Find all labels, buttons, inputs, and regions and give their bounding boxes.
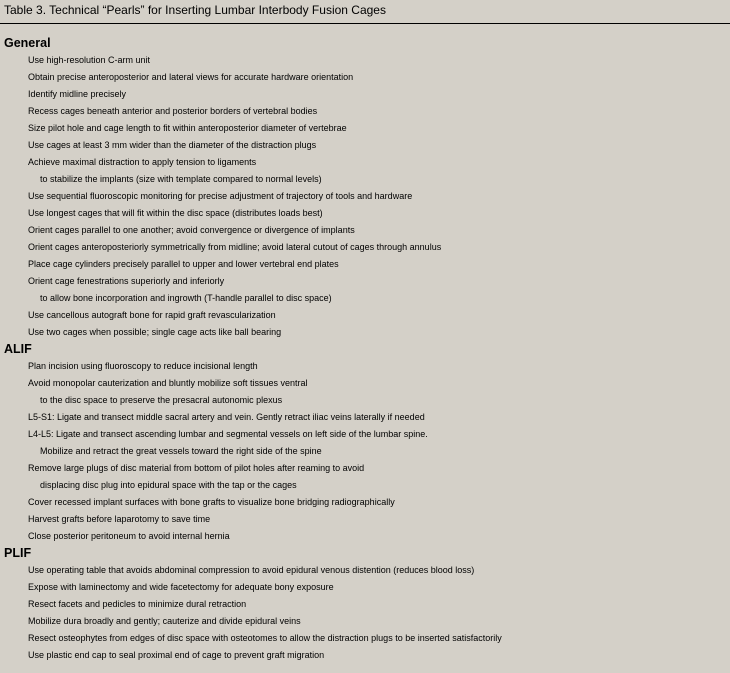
table-row: Use plastic end cap to seal proximal end of cage to prevent graft migration (28, 650, 325, 660)
table-title: Table 3. Technical “Pearls” for Inserting Lumbar Interbody Fusion Cages (4, 3, 386, 17)
table-row-continuation: to the disc space to preserve the presacral autonomic plexus (40, 395, 283, 405)
table-row: Mobilize dura broadly and gently; cauterize and divide epidural veins (28, 616, 301, 626)
section-heading-alif: ALIF (4, 342, 32, 356)
table-row-continuation: to stabilize the implants (size with template compared to normal levels) (40, 174, 322, 184)
table-row: Resect osteophytes from edges of disc space with osteotomes to allow the distraction plugs to be inserted satisfactorily (28, 633, 502, 643)
table-row: Remove large plugs of disc material from bottom of pilot holes after reaming to avoid (28, 463, 365, 473)
table-row-continuation: displacing disc plug into epidural space with the tap or the cages (40, 480, 297, 490)
table-row: Use sequential fluoroscopic monitoring for precise adjustment of trajectory of tools and hardware (28, 191, 413, 201)
table-row: Orient cages anteroposteriorly symmetrically from midline; avoid lateral cutout of cages through annulus (28, 242, 442, 252)
table-row: Use operating table that avoids abdominal compression to avoid epidural venous distention (reduces blood loss) (28, 565, 475, 575)
table-row-continuation: Mobilize and retract the great vessels toward the right side of the spine (40, 446, 322, 456)
section-heading-general: General (4, 36, 51, 50)
table-row: Orient cage fenestrations superiorly and inferiorly (28, 276, 225, 286)
table-row: Resect facets and pedicles to minimize dural retraction (28, 599, 247, 609)
table-row: Achieve maximal distraction to apply tension to ligaments (28, 157, 257, 167)
table-row: Size pilot hole and cage length to fit within anteroposterior diameter of vertebrae (28, 123, 347, 133)
title-divider (0, 23, 730, 24)
table-row: L4-L5: Ligate and transect ascending lumbar and segmental vessels on left side of the lumbar spine. (28, 429, 428, 439)
table-row: Orient cages parallel to one another; avoid convergence or divergence of implants (28, 225, 355, 235)
table-row: Close posterior peritoneum to avoid internal hernia (28, 531, 230, 541)
table-row: Avoid monopolar cauterization and bluntly mobilize soft tissues ventral (28, 378, 308, 388)
table-row: Use cages at least 3 mm wider than the diameter of the distraction plugs (28, 140, 317, 150)
table-row: Expose with laminectomy and wide facetectomy for adequate bony exposure (28, 582, 334, 592)
table-row: Use high-resolution C-arm unit (28, 55, 151, 65)
table-row: Identify midline precisely (28, 89, 127, 99)
table-row: Cover recessed implant surfaces with bone grafts to visualize bone bridging radiographically (28, 497, 395, 507)
table-body (0, 35, 730, 664)
table-row: Use cancellous autograft bone for rapid graft revascularization (28, 310, 276, 320)
table-row: Place cage cylinders precisely parallel to upper and lower vertebral end plates (28, 259, 339, 269)
table-row: Use two cages when possible; single cage acts like ball bearing (28, 327, 282, 337)
table-row: Obtain precise anteroposterior and lateral views for accurate hardware orientation (28, 72, 354, 82)
table-row-continuation: to allow bone incorporation and ingrowth (T-handle parallel to disc space) (40, 293, 332, 303)
table-row: L5-S1: Ligate and transect middle sacral artery and vein. Gently retract iliac veins laterally if needed (28, 412, 425, 422)
table-row: Plan incision using fluoroscopy to reduce incisional length (28, 361, 258, 371)
table-row: Harvest grafts before laparotomy to save time (28, 514, 211, 524)
table-row: Use longest cages that will fit within the disc space (distributes loads best) (28, 208, 323, 218)
table-row: Recess cages beneath anterior and posterior borders of vertebral bodies (28, 106, 318, 116)
section-heading-plif: PLIF (4, 546, 32, 560)
